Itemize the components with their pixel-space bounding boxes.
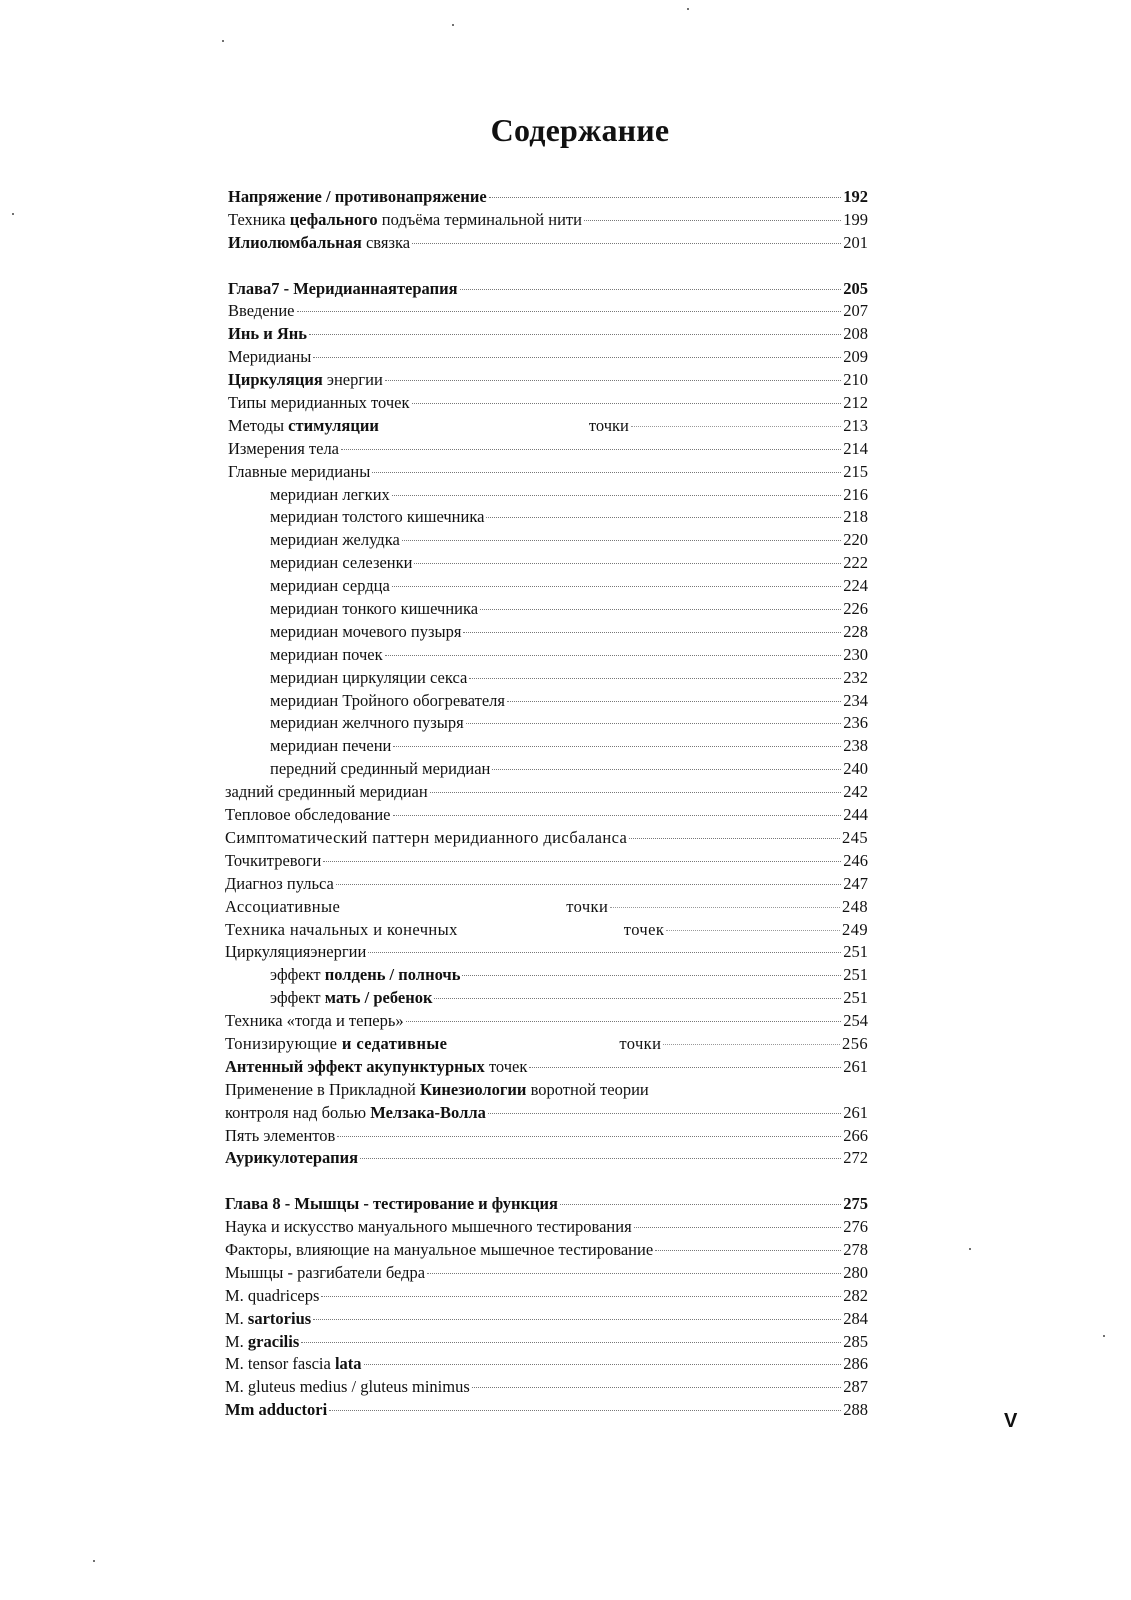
toc-entry-title: Меридианы: [228, 347, 312, 367]
toc-entry-title: Мышцы - разгибатели бедра: [225, 1262, 426, 1282]
toc-entry-title: Пять элементов: [225, 1125, 336, 1145]
toc-page-number: 276: [843, 1217, 868, 1237]
scan-speck: [222, 40, 224, 42]
toc-entry: [228, 667, 868, 690]
section-spacer: [228, 1170, 868, 1193]
toc-entry: [225, 1376, 868, 1399]
dot-leader: [427, 1273, 841, 1274]
dot-leader: [507, 701, 841, 702]
toc-entry: [225, 1056, 868, 1079]
toc-page-number: 251: [843, 988, 868, 1008]
toc-entry-title: меридиан тонкого кишечника: [270, 599, 479, 619]
toc-entry: [228, 232, 868, 255]
toc-entry-title: Факторы, влияющие на мануальное мышечное тестирование: [225, 1239, 654, 1259]
toc-entry-title: Тонизирующие и седативные: [225, 1033, 448, 1053]
dot-leader: [486, 517, 841, 518]
dot-leader: [385, 380, 841, 381]
toc-page-number: 232: [843, 667, 868, 687]
toc-entry: [225, 1125, 868, 1148]
toc-entry: [228, 987, 868, 1010]
toc-entry: [228, 552, 868, 575]
toc-entry: [225, 1079, 868, 1102]
toc-entry-title: Наука и искусство мануального мышечного тестирования: [225, 1217, 632, 1237]
dot-leader: [462, 975, 841, 976]
toc-page-number: 251: [843, 942, 868, 962]
toc-page-number: 266: [843, 1125, 868, 1145]
toc-entry-title: меридиан Тройного обогревателя: [270, 690, 506, 710]
toc-page-number: 236: [843, 713, 868, 733]
dot-leader: [313, 1319, 841, 1320]
toc-entry: [225, 1285, 868, 1308]
toc-entry: [225, 1262, 868, 1285]
toc-entry-title: меридиан почек: [270, 644, 383, 664]
toc-page-number: 256: [842, 1033, 868, 1053]
toc-entry: [228, 438, 868, 461]
scan-speck: [12, 213, 14, 215]
dot-leader: [406, 1021, 842, 1022]
toc-entry: [228, 392, 868, 415]
toc-entry: [228, 964, 868, 987]
toc-entry-word: точек: [623, 919, 665, 939]
dot-leader: [360, 1158, 841, 1159]
toc-entry: [228, 369, 868, 392]
toc-entry-title: меридиан печени: [270, 736, 392, 756]
toc-page-number: 249: [842, 919, 868, 939]
toc-page-number: 275: [843, 1194, 868, 1214]
toc-page-number: 251: [843, 965, 868, 985]
toc-entry-title: Методы стимуляции: [228, 415, 379, 435]
toc-page-number: 205: [843, 278, 868, 298]
toc-entry-word: точки: [588, 415, 629, 435]
page-number: V: [1004, 1410, 1018, 1432]
dot-leader: [402, 540, 841, 541]
dot-leader: [301, 1342, 841, 1343]
toc-page-number: 245: [842, 827, 868, 847]
toc-entry-title: Техника начальных и конечных: [225, 919, 458, 939]
toc-entry-title: Типы меридианных точек: [228, 393, 410, 413]
toc-page-number: 247: [843, 873, 868, 893]
dot-leader: [488, 1113, 841, 1114]
toc-page-number: 246: [843, 850, 868, 870]
dot-leader: [393, 746, 841, 747]
dot-leader: [368, 952, 841, 953]
dot-leader: [663, 1044, 840, 1045]
toc-page-number: 220: [843, 530, 868, 550]
toc-entry-title: Ассоциативные: [225, 896, 341, 916]
toc-page-number: 192: [843, 187, 868, 206]
toc-entry-title: меридиан толстого кишечника: [270, 507, 485, 527]
toc-entry-title: M. quadriceps: [225, 1285, 320, 1305]
dot-leader: [414, 563, 841, 564]
dot-leader: [412, 403, 842, 404]
dot-leader: [634, 1227, 842, 1228]
toc-page-number: 248: [842, 896, 868, 916]
dot-leader: [364, 1364, 842, 1365]
dot-leader: [385, 655, 842, 656]
toc-entry-title: M. sartorius: [225, 1308, 312, 1328]
toc-page-number: 213: [843, 415, 868, 435]
toc-entry-title: Илиолюмбальная связка: [228, 232, 411, 252]
toc-entry: [228, 209, 868, 232]
dot-leader: [392, 586, 841, 587]
dot-leader: [460, 289, 842, 290]
toc-entry: [228, 461, 868, 484]
toc-entry: [225, 1102, 868, 1125]
toc-entry-title: меридиан желчного пузыря: [270, 713, 464, 733]
toc-entry-title: меридиан легких: [270, 484, 390, 504]
dot-leader: [466, 723, 842, 724]
toc-entry: [228, 484, 868, 507]
toc-entry: [225, 827, 868, 850]
toc-entry-title: задний срединный меридиан: [225, 782, 428, 802]
toc-entry-title: контроля над болью Мелзака-Волла: [225, 1102, 486, 1122]
toc-entry: [228, 186, 868, 209]
toc-page-number: 234: [843, 690, 868, 710]
toc-entry: [228, 598, 868, 621]
toc-entry-title: Симптоматический паттерн меридианного дисбаланса: [225, 827, 628, 847]
toc-entry-title: Главные меридианы: [228, 461, 371, 481]
toc-page-number: 244: [843, 805, 868, 825]
dot-leader: [337, 1136, 841, 1137]
toc-page-number: 228: [843, 621, 868, 641]
scan-speck: [452, 24, 454, 26]
toc-page-number: 207: [843, 301, 868, 321]
dot-leader: [313, 357, 841, 358]
scan-speck: [93, 1560, 95, 1562]
toc-entry-title: Инь и Янь: [228, 324, 307, 344]
toc-entry: [225, 873, 868, 896]
dot-leader: [323, 861, 841, 862]
toc-entry: [225, 1239, 868, 1262]
toc-page-number: 272: [843, 1148, 868, 1168]
dot-leader: [469, 678, 841, 679]
toc-entry: [228, 278, 868, 301]
toc-page-number: 242: [843, 782, 868, 802]
toc-page-number: 287: [843, 1377, 868, 1397]
toc-page-number: 230: [843, 644, 868, 664]
toc-page-number: 278: [843, 1239, 868, 1259]
toc-page-number: 210: [843, 370, 868, 390]
toc-page-number: 285: [843, 1331, 868, 1351]
toc-entry-word: точки: [566, 896, 609, 916]
toc-entry: [228, 506, 868, 529]
toc-entry-title: Тепловое обследование: [225, 805, 391, 825]
toc-entry: [225, 1033, 868, 1056]
toc-entry: [228, 758, 868, 781]
toc-page-number: 212: [843, 393, 868, 413]
toc-page-number: 226: [843, 599, 868, 619]
dot-leader: [393, 815, 842, 816]
toc-page-number: 261: [843, 1056, 868, 1076]
dot-leader: [529, 1067, 841, 1068]
toc-entry-title: M. gluteus medius / gluteus minimus: [225, 1377, 470, 1397]
dot-leader: [329, 1410, 841, 1411]
dot-leader: [341, 449, 841, 450]
toc-entry: [225, 941, 868, 964]
dot-leader: [472, 1387, 841, 1388]
toc-entry-title: Диагноз пульса: [225, 873, 334, 893]
toc-entry-title: Глава 8 - Мышцы - тестирование и функция: [225, 1194, 558, 1214]
scan-speck: [687, 8, 689, 10]
toc-entry-title: Применение в Прикладной Кинезиологии воротной теории: [225, 1079, 649, 1099]
toc-page-number: 286: [843, 1354, 868, 1374]
toc-entry-title: меридиан циркуляции секса: [270, 667, 468, 687]
toc-entry-title: Циркуляция энергии: [228, 370, 383, 390]
toc-entry: [228, 529, 868, 552]
toc-entry-title: Антенный эффект акупунктурных точек: [225, 1056, 528, 1076]
toc-page-number: 222: [843, 553, 868, 573]
toc-page-number: 284: [843, 1308, 868, 1328]
toc-page-number: 214: [843, 438, 868, 458]
toc-entry-title: меридиан селезенки: [270, 553, 413, 573]
toc-entry: [228, 621, 868, 644]
toc-page-number: 238: [843, 736, 868, 756]
toc-entry: [228, 415, 868, 438]
toc-entry-title: Глава7 - Меридианнаятерапия: [228, 278, 458, 298]
toc-entry: [225, 1193, 868, 1216]
toc-entry-title: эффект мать / ребенок: [270, 988, 433, 1008]
dot-leader: [492, 769, 841, 770]
toc-entry-title: Техника «тогда и теперь»: [225, 1011, 404, 1031]
table-of-contents: [225, 186, 868, 1422]
toc-entry-title: Mm adductori: [225, 1400, 328, 1420]
toc-entry: [225, 1216, 868, 1239]
dot-leader: [560, 1204, 841, 1205]
toc-entry: [228, 712, 868, 735]
dot-leader: [463, 632, 841, 633]
toc-entry-title: M. gracilis: [225, 1331, 300, 1351]
dot-leader: [412, 243, 841, 244]
toc-entry: [225, 1399, 868, 1422]
dot-leader: [584, 220, 841, 221]
dot-leader: [629, 838, 840, 839]
toc-entry-title: Точкитревоги: [225, 850, 322, 870]
dot-leader: [480, 609, 841, 610]
toc-entry: [228, 300, 868, 323]
toc-entry: [225, 1010, 868, 1033]
dot-leader: [321, 1296, 841, 1297]
dot-leader: [631, 426, 841, 427]
toc-entry: [228, 644, 868, 667]
toc-entry-title: Циркуляцияэнергии: [225, 942, 367, 962]
dot-leader: [655, 1250, 841, 1251]
toc-page-number: 280: [843, 1262, 868, 1282]
toc-entry: [225, 1147, 868, 1170]
toc-page-number: 224: [843, 576, 868, 596]
dot-leader: [434, 998, 841, 999]
toc-entry: [225, 850, 868, 873]
dot-leader: [336, 884, 841, 885]
page-title: Содержание: [490, 112, 670, 148]
toc-entry-title: Техника цефального подъёма терминальной нити: [228, 209, 582, 229]
dot-leader: [489, 197, 842, 198]
toc-entry-title: Напряжение / противонапряжение: [228, 187, 487, 206]
dot-leader: [666, 930, 840, 931]
toc-entry: [225, 1331, 868, 1354]
toc-page-number: 208: [843, 324, 868, 344]
dot-leader: [309, 334, 841, 335]
toc-entry: [225, 804, 868, 827]
toc-entry: [225, 781, 868, 804]
dot-leader: [297, 311, 842, 312]
toc-entry-word: точки: [619, 1033, 662, 1053]
toc-entry-title: меридиан мочевого пузыря: [270, 621, 462, 641]
scan-speck: [1103, 1335, 1105, 1337]
toc-page-number: 218: [843, 507, 868, 527]
toc-entry: [225, 1308, 868, 1331]
toc-entry: [228, 735, 868, 758]
toc-page-number: 215: [843, 461, 868, 481]
dot-leader: [610, 907, 840, 908]
toc-entry-title: меридиан желудка: [270, 530, 400, 550]
scan-speck: [969, 1248, 971, 1250]
toc-entry: [228, 346, 868, 369]
dot-leader: [392, 495, 841, 496]
toc-entry-title: эффект полдень / полночь: [270, 965, 461, 985]
toc-entry-title: M. tensor fascia lata: [225, 1354, 362, 1374]
toc-page-number: 216: [843, 484, 868, 504]
toc-entry: [228, 690, 868, 713]
toc-entry-title: Аурикулотерапия: [225, 1148, 359, 1168]
toc-entry: [228, 575, 868, 598]
dot-leader: [372, 472, 841, 473]
toc-entry: [228, 323, 868, 346]
toc-entry-title: Введение: [228, 301, 295, 321]
toc-page-number: 240: [843, 759, 868, 779]
toc-page-number: 199: [843, 209, 868, 229]
toc-page-number: 288: [843, 1400, 868, 1420]
toc-page-number: 282: [843, 1285, 868, 1305]
dot-leader: [430, 792, 842, 793]
toc-entry: [225, 896, 868, 919]
toc-page-number: 261: [843, 1102, 868, 1122]
toc-entry: [225, 919, 868, 942]
toc-entry-title: Измерения тела: [228, 438, 340, 458]
toc-page-number: 209: [843, 347, 868, 367]
toc-entry: [225, 1353, 868, 1376]
toc-page-number: 254: [843, 1011, 868, 1031]
toc-entry-title: передний срединный меридиан: [270, 759, 491, 779]
toc-entry-title: меридиан сердца: [270, 576, 390, 596]
section-spacer: [228, 255, 868, 278]
toc-page-number: 201: [843, 232, 868, 252]
